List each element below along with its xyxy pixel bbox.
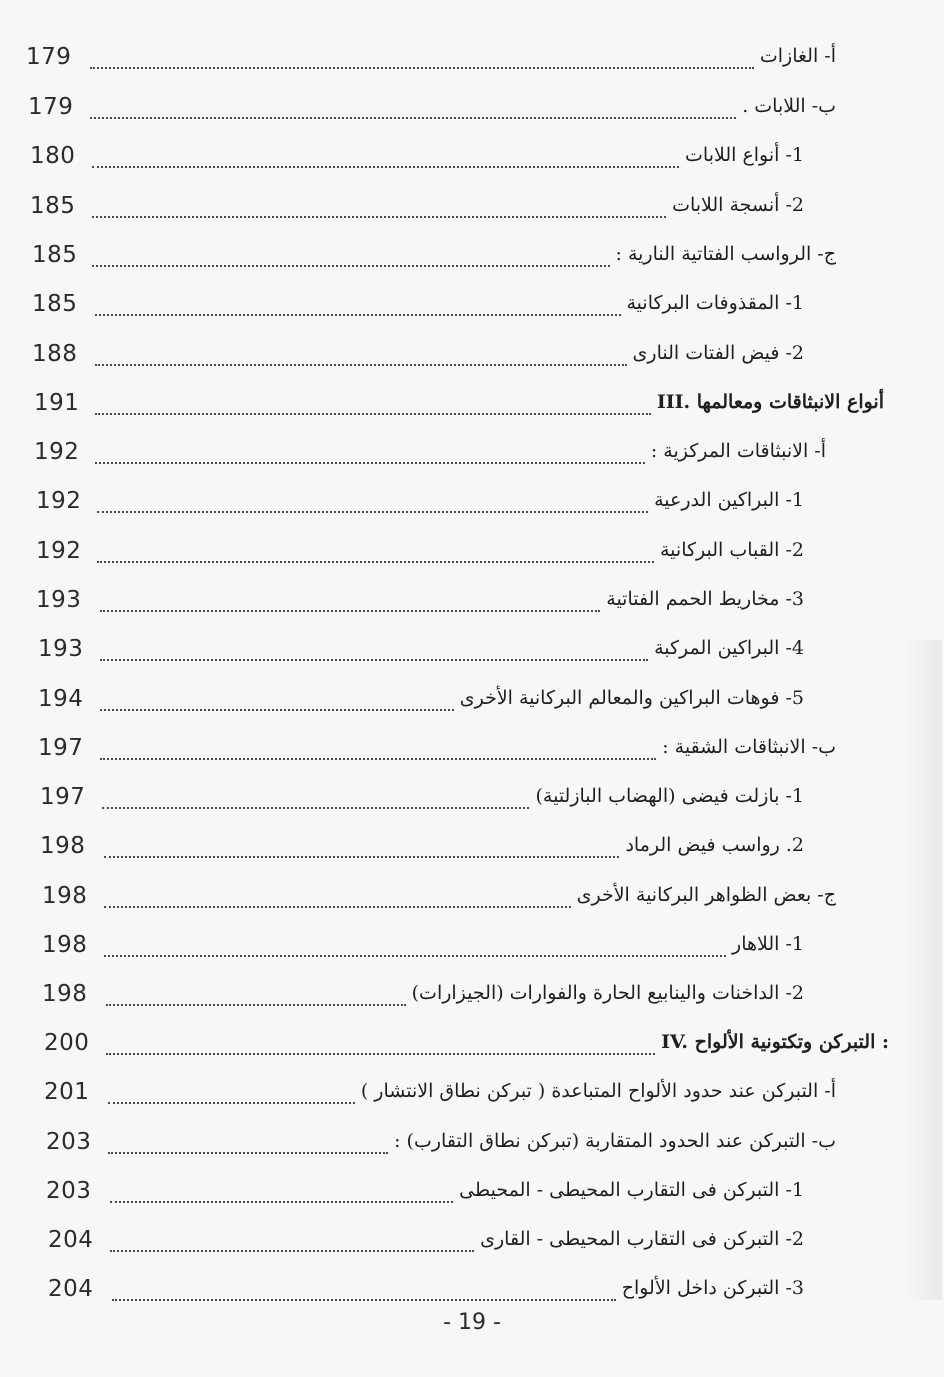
toc-entry (0, 82, 944, 131)
toc-page-number: 197 (40, 784, 86, 810)
toc-entry (0, 1215, 944, 1264)
toc-page-number: 185 (32, 242, 78, 268)
toc-entry-title: 2- أنسجة اللابات (672, 194, 804, 216)
dot-leader (92, 136, 679, 168)
toc-entry-title: أ- التبركن عند حدود الألواح المتباعدة ( تبركن نطاق الانتشار ) (360, 1080, 836, 1102)
dot-leader (92, 235, 610, 267)
toc-entry-title: 3- مخاريط الحمم الفتاتية (606, 588, 804, 610)
toc-entry-line (110, 1166, 804, 1215)
toc-entry (0, 723, 944, 772)
dot-leader (92, 186, 666, 218)
dot-leader (104, 876, 571, 908)
dot-leader (100, 629, 648, 661)
toc-entry-line (97, 476, 804, 525)
toc-entry-line (95, 279, 804, 328)
toc-entry-title: 2- الداخنات والينابيع الحارة والفوارات (الجيزارات) (411, 982, 804, 1004)
dot-leader (106, 974, 406, 1006)
toc-entry (0, 131, 944, 180)
toc-page-number: 203 (46, 1129, 92, 1155)
dot-leader (95, 432, 645, 464)
toc-entry-line (104, 821, 804, 870)
toc-page-number: 188 (32, 341, 78, 367)
toc-page-number: 198 (42, 932, 88, 958)
toc-entry (0, 920, 944, 969)
toc-page-number: 179 (26, 44, 72, 70)
toc-page-number: 192 (36, 488, 82, 514)
toc-page-number: 193 (36, 587, 82, 613)
toc-entry-title: 4- البراكين المركبة (654, 637, 804, 659)
toc-entry-line (90, 82, 836, 131)
toc-entry-title: IV. التبركن وتكتونية الألواح : (661, 1031, 889, 1053)
toc-entry (0, 279, 944, 328)
toc-entry-line (92, 131, 804, 180)
toc-page-number: 198 (40, 833, 86, 859)
toc-entry-title: 2. رواسب فيض الرماد (625, 834, 804, 856)
dot-leader (100, 728, 656, 760)
toc-page-number: 204 (48, 1276, 94, 1302)
toc-entry-title: 1- بازلت فيضى (الهضاب البازلتية) (535, 785, 804, 807)
dot-leader (90, 87, 736, 119)
toc-entry-line (97, 526, 804, 575)
toc-page-number: 194 (38, 686, 84, 712)
toc-entry-line (92, 181, 804, 230)
toc-entry (0, 624, 944, 673)
dot-leader (104, 826, 619, 858)
dot-leader (112, 1269, 616, 1301)
toc-entry-line (104, 920, 804, 969)
toc-entry (0, 969, 944, 1018)
toc-entry-title: أ- الغازات (759, 45, 836, 67)
toc-page-number: 204 (48, 1227, 94, 1253)
toc-entry-line (95, 427, 826, 476)
toc-entry-line (100, 624, 804, 673)
toc-page-number: 197 (38, 735, 84, 761)
toc-page-number: 198 (42, 981, 88, 1007)
toc-entry (0, 674, 944, 723)
toc-entry-line (108, 1067, 836, 1116)
toc-entry (0, 427, 944, 476)
dot-leader (97, 481, 648, 513)
toc-entry-line (92, 230, 836, 279)
toc-entry-line (95, 329, 804, 378)
toc-entry-line (90, 32, 836, 81)
dot-leader (108, 1072, 355, 1104)
toc-page-number: 192 (36, 538, 82, 564)
toc-entry (0, 1018, 944, 1067)
dot-leader (100, 679, 454, 711)
toc-entry-line (100, 723, 836, 772)
toc-entry-title: 2- التبركن فى التقارب المحيطى - القارى (480, 1228, 804, 1250)
toc-entry-title: 1- المقذوفات البركانية (626, 292, 804, 314)
toc-entry-line (100, 674, 804, 723)
toc-entry-line (108, 1117, 836, 1166)
dot-leader (108, 1122, 388, 1154)
toc-entry-title: ب- الانبثاقات الشقية : (662, 736, 836, 758)
toc-entry-title: ب- التبركن عند الحدود المتقاربة (تبركن نطاق التقارب) : (394, 1130, 836, 1152)
toc-entry-title: 1- التبركن فى التقارب المحيطى - المحيطى (459, 1179, 804, 1201)
toc-entry-line (106, 1018, 889, 1067)
toc-entry (0, 181, 944, 230)
toc-entry-title: 1- أنواع اللابات (685, 144, 804, 166)
toc-entry-line (112, 1264, 804, 1313)
dot-leader (95, 383, 651, 415)
dot-leader (95, 334, 627, 366)
toc-page-number: 200 (44, 1030, 90, 1056)
toc-entry-line (110, 1215, 804, 1264)
toc-entry (0, 329, 944, 378)
toc-entry-title: 2- القباب البركانية (659, 539, 804, 561)
toc-entry-line (102, 772, 804, 821)
toc-entry (0, 1166, 944, 1215)
toc-page-number: 179 (28, 94, 74, 120)
dot-leader (104, 925, 726, 957)
toc-entry (0, 1264, 944, 1313)
toc-entry (0, 476, 944, 525)
dot-leader (110, 1220, 474, 1252)
toc-entry (0, 526, 944, 575)
toc-page-number: 201 (44, 1079, 90, 1105)
toc-entry-title: III. أنواع الانبثاقات ومعالمها (656, 391, 884, 413)
toc-entry (0, 575, 944, 624)
dot-leader (97, 531, 654, 563)
dot-leader (106, 1023, 655, 1055)
toc-entry-title: أ- الانبثاقات المركزية : (650, 440, 826, 462)
dot-leader (95, 284, 621, 316)
toc-entry-title: 1- اللاهار (732, 933, 804, 955)
toc-entry-line (95, 378, 884, 427)
toc-entry-title: 3- التبركن داخل الألواح (621, 1277, 804, 1299)
dot-leader (90, 37, 754, 69)
dot-leader (100, 580, 600, 612)
toc-page-number: 192 (34, 439, 80, 465)
dot-leader (110, 1171, 453, 1203)
toc-entry-title: 5- فوهات البراكين والمعالم البركانية الأخرى (459, 687, 804, 709)
toc-entry-title: ج- الرواسب الفتاتية النارية : (615, 243, 836, 265)
toc-page-number: 193 (38, 636, 84, 662)
toc-page-number: 203 (46, 1178, 92, 1204)
toc-entry-line (100, 575, 804, 624)
toc-entry-line (104, 871, 836, 920)
toc-entry (0, 772, 944, 821)
toc-entry-title: 2- فيض الفتات النارى (632, 342, 804, 364)
toc-entry (0, 1067, 944, 1116)
toc-entry (0, 32, 944, 81)
toc-entry (0, 230, 944, 279)
dot-leader (102, 777, 529, 809)
toc-entry (0, 821, 944, 870)
page-footer-number: - 19 - (443, 1310, 501, 1335)
toc-entry (0, 871, 944, 920)
toc-page-number: 185 (30, 193, 76, 219)
toc-entry-title: ج- بعض الظواهر البركانية الأخرى (576, 884, 836, 906)
toc-page-number: 191 (34, 390, 80, 416)
toc-page-number: 180 (30, 143, 76, 169)
toc-page-number: 185 (32, 291, 78, 317)
toc-entry (0, 378, 944, 427)
toc-entry-title: 1- البراكين الدرعية (654, 489, 804, 511)
toc-entry (0, 1117, 944, 1166)
toc-entry-title: ب- اللابات . (742, 95, 836, 117)
toc-entry-line (106, 969, 804, 1018)
toc-page-number: 198 (42, 883, 88, 909)
